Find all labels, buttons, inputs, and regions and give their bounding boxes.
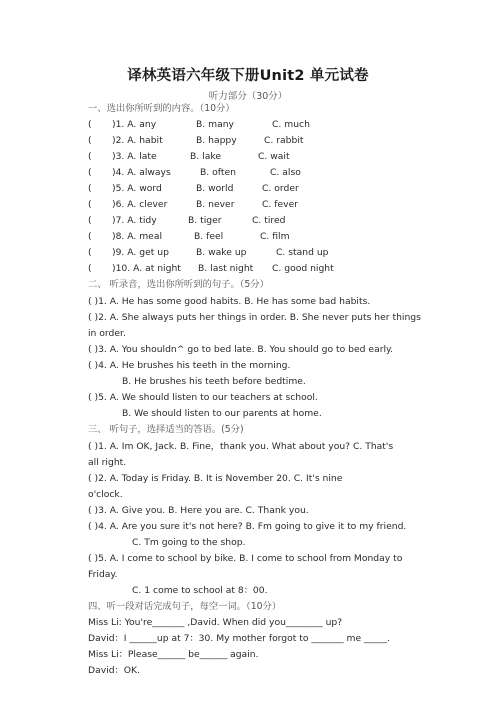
- dialogue-line-3: Miss Li：Please______ be______ again.: [88, 649, 259, 660]
- option-b: B. happy: [196, 135, 237, 146]
- option-a: )10. A. at night: [112, 263, 181, 274]
- part3-question-1: ( )1. A. Im OK, Jack. B. Fine，thank you. What about you? C. That's: [88, 441, 394, 452]
- answer-blank: (: [88, 215, 92, 226]
- option-a: )9. A. get up: [112, 247, 169, 258]
- option-a: )2. A. habit: [112, 135, 163, 146]
- option-c: C. rabbit: [264, 135, 304, 146]
- option-b: B. never: [196, 199, 235, 210]
- option-b: B. lake: [190, 151, 221, 162]
- option-b: B. wake up: [196, 247, 247, 258]
- option-a: )3. A. late: [112, 151, 157, 162]
- part3-question-2-cont: o'clock.: [88, 489, 123, 500]
- answer-blank: (: [88, 247, 92, 258]
- option-a: )5. A. word: [112, 183, 162, 194]
- answer-blank: (: [88, 135, 92, 146]
- option-b: B. last night: [198, 263, 254, 274]
- option-b: B. tiger: [188, 215, 222, 226]
- part3-question-4: ( )4. A. Are you sure it's not here? B. Fm going to give it to my friend.: [88, 521, 407, 532]
- listening-section-label: 听力部分（30分）: [208, 91, 288, 102]
- answer-blank: (: [88, 199, 92, 210]
- option-a: )8. A. meal: [112, 231, 163, 242]
- option-a: )4. A. always: [112, 167, 171, 178]
- option-c: C. tired: [252, 215, 286, 226]
- part2-heading: 二、 听录音，选出你所听到的句子。（5分）: [88, 279, 269, 290]
- option-c: C. order: [262, 183, 299, 194]
- option-a: )1. A. any: [112, 119, 157, 130]
- option-c: C. much: [272, 119, 310, 130]
- dialogue-line-1: Miss Li: You're_______ ,David. When did you________ up?: [88, 617, 343, 628]
- part2-question-4-option-b: B. He brushes his teeth before bedtime.: [122, 376, 306, 387]
- part3-question-1-cont: all right.: [88, 457, 127, 468]
- dialogue-line-4: David：OK.: [88, 665, 140, 676]
- exam-title: 译林英语六年级下册Unit2 单元试卷: [127, 68, 369, 84]
- option-c: C. wait: [258, 151, 290, 162]
- option-c: C. film: [260, 231, 290, 242]
- option-b: B. many: [196, 119, 234, 130]
- answer-blank: (: [88, 183, 92, 194]
- part3-question-4-option-c: C. Tm going to the shop.: [132, 537, 246, 548]
- part2-question-1: ( )1. A. He has some good habits. B. He has some bad habits.: [88, 296, 371, 307]
- part2-question-5-option-b: B. We should listen to our parents at home.: [122, 408, 322, 419]
- option-a: )7. A. tidy: [112, 215, 157, 226]
- option-b: B. world: [196, 183, 234, 194]
- dialogue-line-2: David：I ______up at 7：30. My mother forgot to _______ me _____.: [88, 633, 390, 644]
- part2-question-4: ( )4. A. He brushes his teeth in the morning.: [88, 360, 291, 371]
- part3-question-3: ( )3. A. Give you. B. Here you are. C. Thank you.: [88, 505, 309, 516]
- option-c: C. good night: [272, 263, 334, 274]
- answer-blank: (: [88, 263, 92, 274]
- option-c: C. also: [270, 167, 301, 178]
- part3-question-5: ( )5. A. I come to school by bike. B. I come to school from Monday to: [88, 553, 403, 564]
- answer-blank: (: [88, 231, 92, 242]
- part1-heading: 一、选出你所听到的内容。（10分）: [88, 103, 235, 114]
- answer-blank: (: [88, 151, 92, 162]
- part3-question-5-option-c: C. 1 come to school at 8：00.: [132, 585, 268, 596]
- part2-question-2: ( )2. A. She always puts her things in order. B. She never puts her things: [88, 312, 421, 323]
- option-a: )6. A. clever: [112, 199, 168, 210]
- part4-heading: 四、听一段对话完成句子，每空一词。（10分）: [88, 601, 282, 612]
- part2-question-3: ( )3. A. You shouldn^ go to bed late. B. You should go to bed early.: [88, 344, 394, 355]
- answer-blank: (: [88, 167, 92, 178]
- option-b: B. feel: [194, 231, 224, 242]
- part3-question-2: ( )2. A. Today is Friday. B. It is November 20. C. It's nine: [88, 473, 343, 484]
- answer-blank: (: [88, 119, 92, 130]
- option-c: C. fever: [262, 199, 299, 210]
- part2-question-5: ( )5. A. We should listen to our teachers at school.: [88, 392, 318, 403]
- option-b: B. often: [200, 167, 236, 178]
- part3-question-5-cont: Friday.: [88, 569, 118, 580]
- part2-question-2-cont: in order.: [88, 328, 126, 339]
- part3-heading: 三、 听句子，选择适当的答语。(5分): [88, 424, 244, 435]
- option-c: C. stand up: [276, 247, 329, 258]
